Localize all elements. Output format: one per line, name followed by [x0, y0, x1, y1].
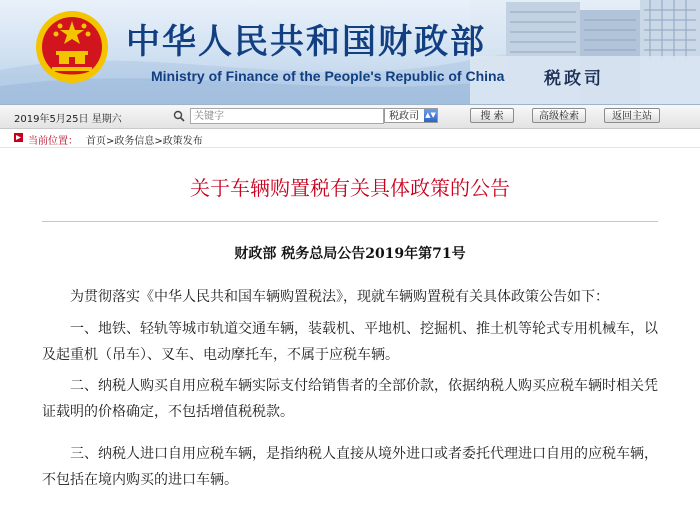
- chevron-down-icon: ▲▼: [424, 109, 437, 122]
- search-button[interactable]: 搜 索: [470, 108, 514, 123]
- return-home-button[interactable]: 返回主站: [604, 108, 660, 123]
- search-box: [171, 108, 381, 124]
- document-number: 财政部 税务总局公告2019年第71号: [234, 246, 466, 262]
- breadcrumb-gov-info[interactable]: 政务信息: [114, 136, 155, 147]
- site-title-chinese: 中华人民共和国财政部: [126, 22, 486, 62]
- breadcrumb-path: [86, 132, 203, 147]
- breadcrumb: [0, 129, 700, 148]
- location-pin-icon: [14, 133, 23, 142]
- article-title: 关于车辆购置税有关具体政策的公告: [190, 176, 510, 200]
- breadcrumb-separator: >: [154, 136, 163, 147]
- site-title-english: Ministry of Finance of the People's Republic of China: [151, 68, 505, 84]
- search-scope-select[interactable]: [384, 108, 438, 123]
- article-paragraph-intro: 为贯彻落实《中华人民共和国车辆购置税法》，现就车辆购置税有关具体政策公告如下：: [70, 289, 609, 305]
- department-name: 税政司: [544, 69, 604, 89]
- breadcrumb-separator: >: [106, 136, 115, 147]
- breadcrumb-label: 当前位置：: [28, 136, 78, 147]
- title-divider: [42, 221, 658, 222]
- current-date: 2019年5月25日 星期六: [14, 114, 122, 125]
- article-paragraph-2: 二、纳税人购买自用应税车辆实际支付给销售者的全部价款，依据纳税人购买应税车辆时相关凭证载明的价格确定，不包括增值税税款。: [42, 378, 658, 420]
- toolbar: [0, 104, 700, 129]
- national-emblem-icon: [34, 9, 110, 85]
- article-paragraph-3: 三、纳税人进口自用应税车辆，是指纳税人直接从境外进口或者委托代理进口自用的应税车辆，不包括在境内购买的进口车辆。: [42, 446, 658, 488]
- advanced-search-button[interactable]: 高级检索: [532, 108, 586, 123]
- search-input[interactable]: [190, 108, 384, 124]
- search-scope-value: 税政司: [389, 111, 419, 122]
- site-banner: [0, 0, 700, 104]
- breadcrumb-policy-release[interactable]: 政策发布: [162, 136, 203, 147]
- breadcrumb-home[interactable]: 首页: [86, 136, 106, 147]
- article-paragraph-1: 一、地铁、轻轨等城市轨道交通车辆，装载机、平地机、挖掘机、推土机等轮式专用机械车，以及起重机（吊车）、叉车、电动摩托车，不属于应税车辆。: [42, 321, 658, 363]
- search-icon: [173, 110, 185, 122]
